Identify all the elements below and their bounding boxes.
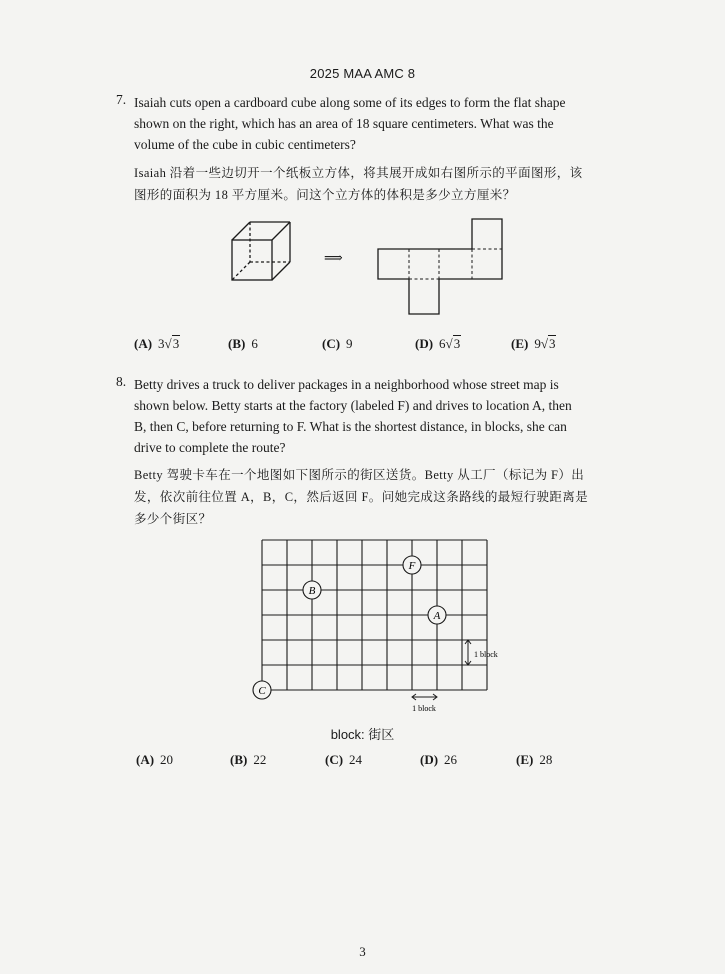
q8-choice-d-label: (D) (420, 752, 439, 767)
q7-choice-d-radicand: 3 (453, 336, 461, 351)
location-a-label: A (433, 610, 441, 622)
horizontal-block-label: 1 block (412, 704, 436, 713)
q8-choice-c-label: (C) (325, 752, 344, 767)
q8-chinese-text (134, 464, 614, 530)
q7-zh-line-1: Isaiah 沿着一些边切开一个纸板立方体，将其展开成如右图所示的平面图形，该 (134, 166, 583, 180)
q7-choice-e: (E) 9√3 (511, 336, 556, 351)
q8-choice-a-value: 20 (160, 752, 174, 767)
q7-choice-d: (D) 6√3 (415, 336, 461, 351)
cube-drawing (232, 222, 290, 280)
q7-choice-b (228, 336, 258, 352)
q8-choice-b (230, 752, 266, 768)
q8-choice-a (136, 752, 173, 768)
q7-figure (220, 210, 520, 320)
q7-choice-e-coef: 9 (534, 336, 541, 351)
q7-choice-e-radicand: 3 (548, 336, 556, 351)
q8-choice-e-label: (E) (516, 752, 534, 767)
q7-english-text (134, 92, 614, 155)
location-a (428, 606, 446, 624)
q7-choice-e-label: (E) (511, 336, 529, 351)
cube-net-drawing (378, 219, 502, 314)
q8-choice-c-value: 24 (349, 752, 363, 767)
q7-choice-c (322, 336, 353, 352)
vertical-block-label: 1 block (474, 650, 498, 659)
page-number: 3 (359, 944, 366, 959)
q7-choice-a-label: (A) (134, 336, 153, 351)
map-caption: block: 街区 (330, 727, 395, 742)
implies-arrow: ⟹ (324, 250, 343, 265)
q7-choice-a-radicand: 3 (172, 336, 180, 351)
q8-en-line-1: Betty drives a truck to deliver packages in a neighborhood whose street map is (134, 377, 559, 392)
q8-choice-b-value: 22 (253, 752, 267, 767)
q7-chinese-text (134, 162, 614, 206)
q8-choice-e-value: 28 (539, 752, 553, 767)
q8-choice-a-label: (A) (136, 752, 155, 767)
q7-en-line-3: volume of the cube in cubic centimeters? (134, 137, 356, 152)
street-grid (262, 540, 487, 690)
location-b-label: B (308, 585, 316, 597)
q7-choice-b-label: (B) (228, 336, 246, 351)
q8-en-line-2: shown below. Betty starts at the factory (labeled F) and drives to location A, then (134, 398, 572, 413)
q7-en-line-2: shown on the right, which has an area of 18 square centimeters. What was the (134, 116, 554, 131)
q8-en-line-4: drive to complete the route? (134, 440, 286, 455)
location-f (403, 556, 421, 574)
q8-choice-d-value: 26 (444, 752, 458, 767)
q7-choice-c-value: 9 (346, 336, 353, 351)
q7-choice-a: (A) 3√3 (134, 336, 180, 351)
q8-choice-b-label: (B) (230, 752, 248, 767)
horizontal-block-scale (412, 694, 437, 700)
q8-zh-line-3: 多少个街区？ (134, 512, 212, 526)
q8-number: 8. (116, 374, 127, 389)
q7-choice-d-label: (D) (415, 336, 434, 351)
q7-number: 7. (116, 92, 127, 107)
q8-choice-e (516, 752, 552, 768)
q7-choice-a-coef: 3 (158, 336, 165, 351)
q7-en-line-1: Isaiah cuts open a cardboard cube along some of its edges to form the flat shape (134, 95, 566, 110)
q8-zh-line-1: Betty 驾驶卡车在一个地图如下图所示的街区送货。Betty 从工厂（标记为 F）出 (134, 468, 585, 482)
q7-choice-b-value: 6 (251, 336, 258, 351)
q8-en-line-3: B, then C, before returning to F. What is the shortest distance, in blocks, she can (134, 419, 567, 434)
q8-english-text (134, 374, 614, 458)
street-map (240, 530, 520, 720)
q8-choice-d (420, 752, 457, 768)
q8-choice-c (325, 752, 362, 768)
q8-zh-line-2: 发，依次前往位置 A，B，C，然后返回 F。问她完成这条路线的最短行驶距离是 (134, 490, 589, 504)
q7-choice-c-label: (C) (322, 336, 341, 351)
location-f-label: F (408, 560, 416, 572)
q7-zh-line-2: 图形的面积为 18 平方厘米。问这个立方体的体积是多少立方厘米？ (134, 188, 516, 202)
q7-choice-d-coef: 6 (439, 336, 446, 351)
location-c (253, 681, 271, 699)
page-header: 2025 MAA AMC 8 (309, 66, 416, 81)
location-b (303, 581, 321, 599)
vertical-block-scale (464, 640, 472, 665)
location-c-label: C (258, 685, 266, 697)
